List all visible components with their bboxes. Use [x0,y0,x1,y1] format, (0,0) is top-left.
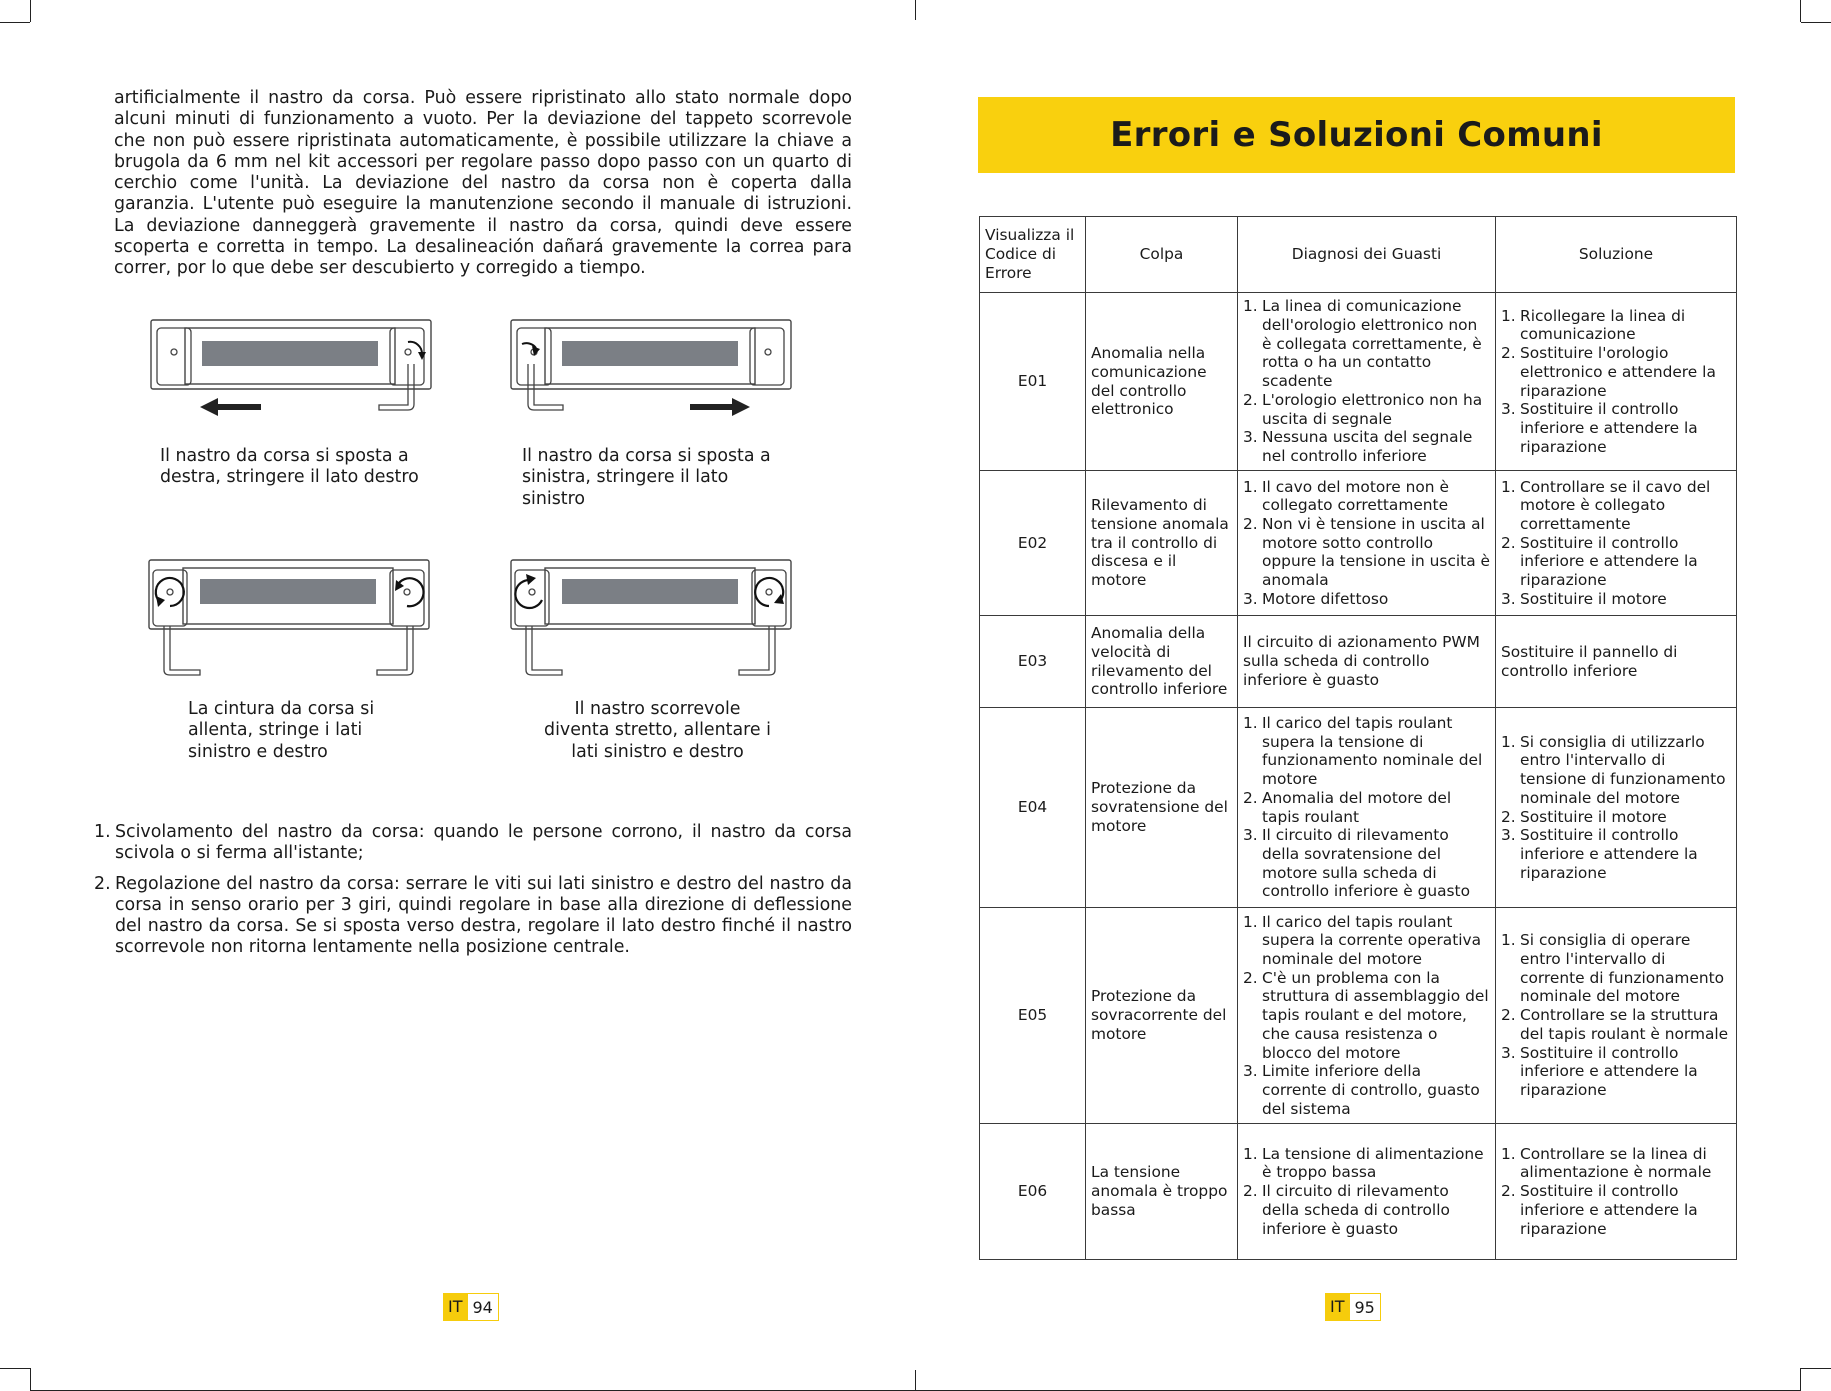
diagnosis-cell: 1. La linea di comunicazione dell'orologio elettronico non è collegata correttamente, è rotta o ha un contatto scadente 2. L'orologio elettronico non ha uscita di segnale 3. Nessuna uscita del segnale nel controllo inferiore [1238,293,1496,471]
crop-mark [1800,1368,1801,1391]
solution-cell: Sostituire il pannello di controllo inferiore [1496,616,1737,708]
title-banner [978,97,1735,173]
fault-cell: Protezione da sovracorrente del motore [1086,908,1238,1124]
error-code: E06 [980,1124,1086,1260]
adjustment-steps [94,822,852,968]
running-belt [562,579,738,604]
table-row [980,708,1737,908]
page-language: IT [443,1293,468,1321]
caption-belt-loose: La cintura da corsa si allenta, stringe i lati sinistro e destro [188,699,375,762]
crop-mark [1801,22,1831,23]
figure-belt-shift-right [150,318,435,418]
crop-mark [1801,1368,1831,1369]
solution-cell: 1. Ricollegare la linea di comunicazione 2. Sostituire l'orologio elettronico e attendere la riparazione 3. Sostituire il controllo inferiore e attendere la riparazione [1496,293,1737,471]
crop-mark [915,0,916,20]
table-header-row [980,217,1737,293]
table-row [980,1124,1737,1260]
solution-cell: 1. Si consiglia di operare entro l'intervallo di corrente di funzionamento nominale del motore 2. Controllare se la struttura del tapis roulant è normale 3. Sostituire il controllo inferiore e attendere la riparazione [1496,908,1737,1124]
arrow-right-icon [690,398,750,416]
crop-mark [1800,0,1801,22]
list-item: 1. Scivolamento del nastro da corsa: quando le persone corrono, il nastro da corsa scivola o si ferma all'istante; [94,822,852,864]
caption-shift-right: Il nastro da corsa si sposta a destra, stringere il lato destro [160,446,419,488]
arrow-left-icon [200,398,261,416]
page-title: Errori e Soluzioni Comuni [1110,115,1603,155]
table-row [980,293,1737,471]
figure-belt-loose [148,558,433,678]
page-language: IT [1325,1293,1350,1321]
solution-cell: 1. Si consiglia di utilizzarlo entro l'intervallo di tensione di funzionamento nominale del motore 2. Sostituire il motore 3. Sostituire il controllo inferiore e attendere la riparazione [1496,708,1737,908]
error-code: E04 [980,708,1086,908]
fault-cell: Rilevamento di tensione anomala tra il controllo di discesa e il motore [1086,471,1238,616]
diagnosis-cell: 1. Il cavo del motore non è collegato correttamente 2. Non vi è tensione in uscita al motore sotto controllo oppure la tensione in uscita è anomala 3. Motore difettoso [1238,471,1496,616]
header-solution: Soluzione [1496,217,1737,293]
diagnosis-cell: 1. Il carico del tapis roulant supera la corrente operativa nominale del motore 2. C'è un problema con la struttura di assemblaggio del tapis roulant e del motore, che causa resistenza o blocco del motore 3. Limite inferiore della corrente di controllo, guasto del sistema [1238,908,1496,1124]
fault-cell: Anomalia nella comunicazione del controllo elettronico [1086,293,1238,471]
table-row [980,908,1737,1124]
solution-cell: 1. Controllare se la linea di alimentazione è normale 2. Sostituire il controllo inferiore e attendere la riparazione [1496,1124,1737,1260]
list-item: 2. Regolazione del nastro da corsa: serrare le viti sui lati sinistro e destro del nastro da corsa in senso orario per 3 giri, quindi regolare in base alla direzione di deflessione del nastro da corsa. Se si sposta verso destra, regolare il lato destro finché il nastro scorrevole non ritorna lentamente nella posizione centrale. [94,873,852,958]
error-code: E01 [980,293,1086,471]
solution-cell: 1. Controllare se il cavo del motore è collegato correttamente 2. Sostituire il controllo inferiore e attendere la riparazione 3. Sostituire il motore [1496,471,1737,616]
table-row [980,616,1737,708]
error-code: E05 [980,908,1086,1124]
running-belt [202,341,378,366]
page-number: 95 [1350,1293,1381,1321]
intro-paragraph: artificialmente il nastro da corsa. Può essere ripristinato allo stato normale dopo alcuni minuti di funzionamento a vuoto. Per la deviazione del tappeto scorrevole che non può essere ripristinata automaticamente, è possibile utilizzare la chiave a brugola da 6 mm nel kit accessori per regolare passo dopo passo con un quarto di cerchio come l'unità. La deviazione del nastro da corsa non è coperta dalla garanzia. L'utente può eseguire la manutenzione secondo il manuale di istruzioni. La deviazione danneggerà gravemente il nastro da corsa, quindi deve essere scoperta e corretta in tempo. La desalineación dañará gravemente la correa para correr, por lo que debe ser descubierto y corregido a tiempo. [114,88,852,279]
page-number-badge [443,1293,499,1321]
page-number: 94 [468,1293,499,1321]
error-code: E02 [980,471,1086,616]
crop-mark [915,1370,916,1391]
running-belt [562,341,738,366]
header-fault: Colpa [1086,217,1238,293]
diagnosis-cell: Il circuito di azionamento PWM sulla scheda di controllo inferiore è guasto [1238,616,1496,708]
table-row [980,471,1737,616]
fault-cell: La tensione anomala è troppo bassa [1086,1124,1238,1260]
left-page [0,0,915,1391]
error-code: E03 [980,616,1086,708]
header-error-code: Visualizza il Codice di Errore [980,217,1086,293]
fault-cell: Anomalia della velocità di rilevamento del controllo inferiore [1086,616,1238,708]
caption-shift-left: Il nastro da corsa si sposta a sinistra, stringere il lato sinistro [522,446,771,509]
fault-cell: Protezione da sovratensione del motore [1086,708,1238,908]
page-number-badge [1325,1293,1381,1321]
running-belt [200,579,376,604]
diagnosis-cell: 1. Il carico del tapis roulant supera la tensione di funzionamento nominale del motore 2. Anomalia del motore del tapis roulant 3. Il circuito di rilevamento della sovratensione del motore sulla scheda di controllo inferiore è guasto [1238,708,1496,908]
diagnosis-cell: 1. La tensione di alimentazione è troppo bassa 2. Il circuito di rilevamento della scheda di controllo inferiore è guasto [1238,1124,1496,1260]
figure-belt-tight [510,558,795,678]
figure-belt-shift-left [510,318,795,418]
error-table [979,216,1737,1260]
header-diagnosis: Diagnosi dei Guasti [1238,217,1496,293]
caption-belt-tight: Il nastro scorrevole diventa stretto, allentare i lati sinistro e destro [544,699,771,762]
